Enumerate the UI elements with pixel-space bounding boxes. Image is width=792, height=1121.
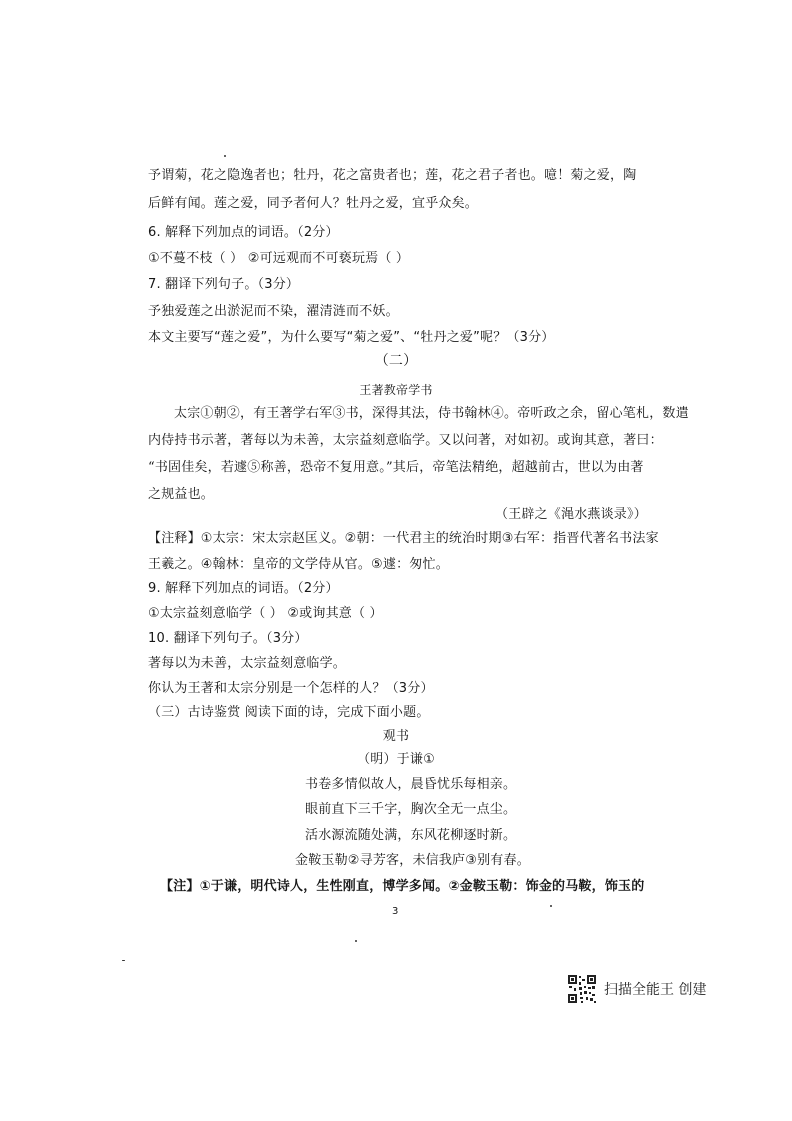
section-3-heading: （三）古诗鉴赏 阅读下面的诗，完成下面小题。 bbox=[148, 705, 430, 720]
scan-speck bbox=[224, 155, 226, 157]
section-2-title: 王著教帝学书 bbox=[359, 383, 433, 397]
question-8-stem: 本文主要写“莲之爱”，为什么要写“菊之爱”、“牡丹之爱”呢？（3分） bbox=[148, 330, 555, 345]
annotation-line: 【注释】①太宗：宋太宗赵匡义。②朝：一代君主的统治时期③右军：指晋代著名书法家 bbox=[148, 531, 659, 546]
passage-line: 后鲜有闻。莲之爱，同予者何人？牡丹之爱，宜乎众矣。 bbox=[148, 196, 479, 211]
poem-title: 观书 bbox=[382, 729, 410, 744]
scan-speck bbox=[122, 960, 125, 961]
poem-line: 活水源流随处满，东风花柳逐时新。 bbox=[305, 828, 517, 843]
question-10-stem: 10. 翻译下列句子。（3分） bbox=[148, 631, 308, 646]
classical-text-line: 太宗①朝②，有王著学右军③书，深得其法，侍书翰林④。帝听政之余，留心笔札，数遣 bbox=[174, 406, 689, 421]
question-9-items: ①太宗益刻意临学（ ） ②或询其意（ ） bbox=[148, 606, 383, 621]
scan-speck bbox=[550, 905, 552, 907]
classical-text-line: 内侍持书示著，著每以为未善，太宗益刻意临学。又以问著，对如初。或询其意，著曰： bbox=[148, 433, 663, 448]
poem-line: 眼前直下三千字，胸次全无一点尘。 bbox=[305, 802, 517, 817]
question-6-stem: 6. 解释下列加点的词语。（2分） bbox=[148, 225, 339, 240]
poem-annotation: 【注】①于谦，明代诗人，生性刚直，博学多闻。②金鞍玉勒：饰金的马鞍，饰玉的 bbox=[160, 879, 645, 894]
annotation-line: 王羲之。④翰林：皇帝的文学侍从官。⑤遽：匆忙。 bbox=[148, 557, 449, 572]
classical-text-line: 之规益也。 bbox=[148, 487, 215, 502]
poem-line: 金鞍玉勒②寻芳客，未信我庐③别有春。 bbox=[295, 853, 530, 868]
classical-text-line: “书固佳矣，若遽⑤称善，恐帝不复用意。”其后，帝笔法精绝，超越前古，世以为由著 bbox=[148, 460, 644, 475]
question-7-sentence: 予独爱莲之出淤泥而不染，濯清涟而不妖。 bbox=[148, 304, 399, 319]
question-6-items: ①不蔓不枝（ ） ②可远观而不可亵玩焉（ ） bbox=[148, 251, 410, 266]
question-11-stem: 你认为王著和太宗分别是一个怎样的人？（3分） bbox=[148, 681, 434, 696]
poem-line: 书卷多情似故人，晨昏忧乐每相亲。 bbox=[305, 777, 517, 792]
section-2-heading: （二） bbox=[374, 353, 418, 369]
page-number: 3 bbox=[392, 906, 399, 917]
source-citation: （王辟之《渑水燕谈录》） bbox=[495, 507, 647, 522]
qr-code-icon bbox=[567, 974, 597, 1004]
scan-speck bbox=[355, 940, 357, 942]
poem-author: （明）于谦① bbox=[357, 752, 435, 767]
question-10-sentence: 著每以为未善，太宗益刻意临学。 bbox=[148, 656, 347, 671]
question-9-stem: 9. 解释下列加点的词语。（2分） bbox=[148, 581, 339, 596]
scanner-watermark-text: 扫描全能王 创建 bbox=[604, 982, 707, 998]
passage-line: 予谓菊，花之隐逸者也；牡丹，花之富贵者也；莲，花之君子者也。噫！菊之爱，陶 bbox=[148, 168, 637, 183]
question-7-stem: 7. 翻译下列句子。（3分） bbox=[148, 277, 300, 292]
